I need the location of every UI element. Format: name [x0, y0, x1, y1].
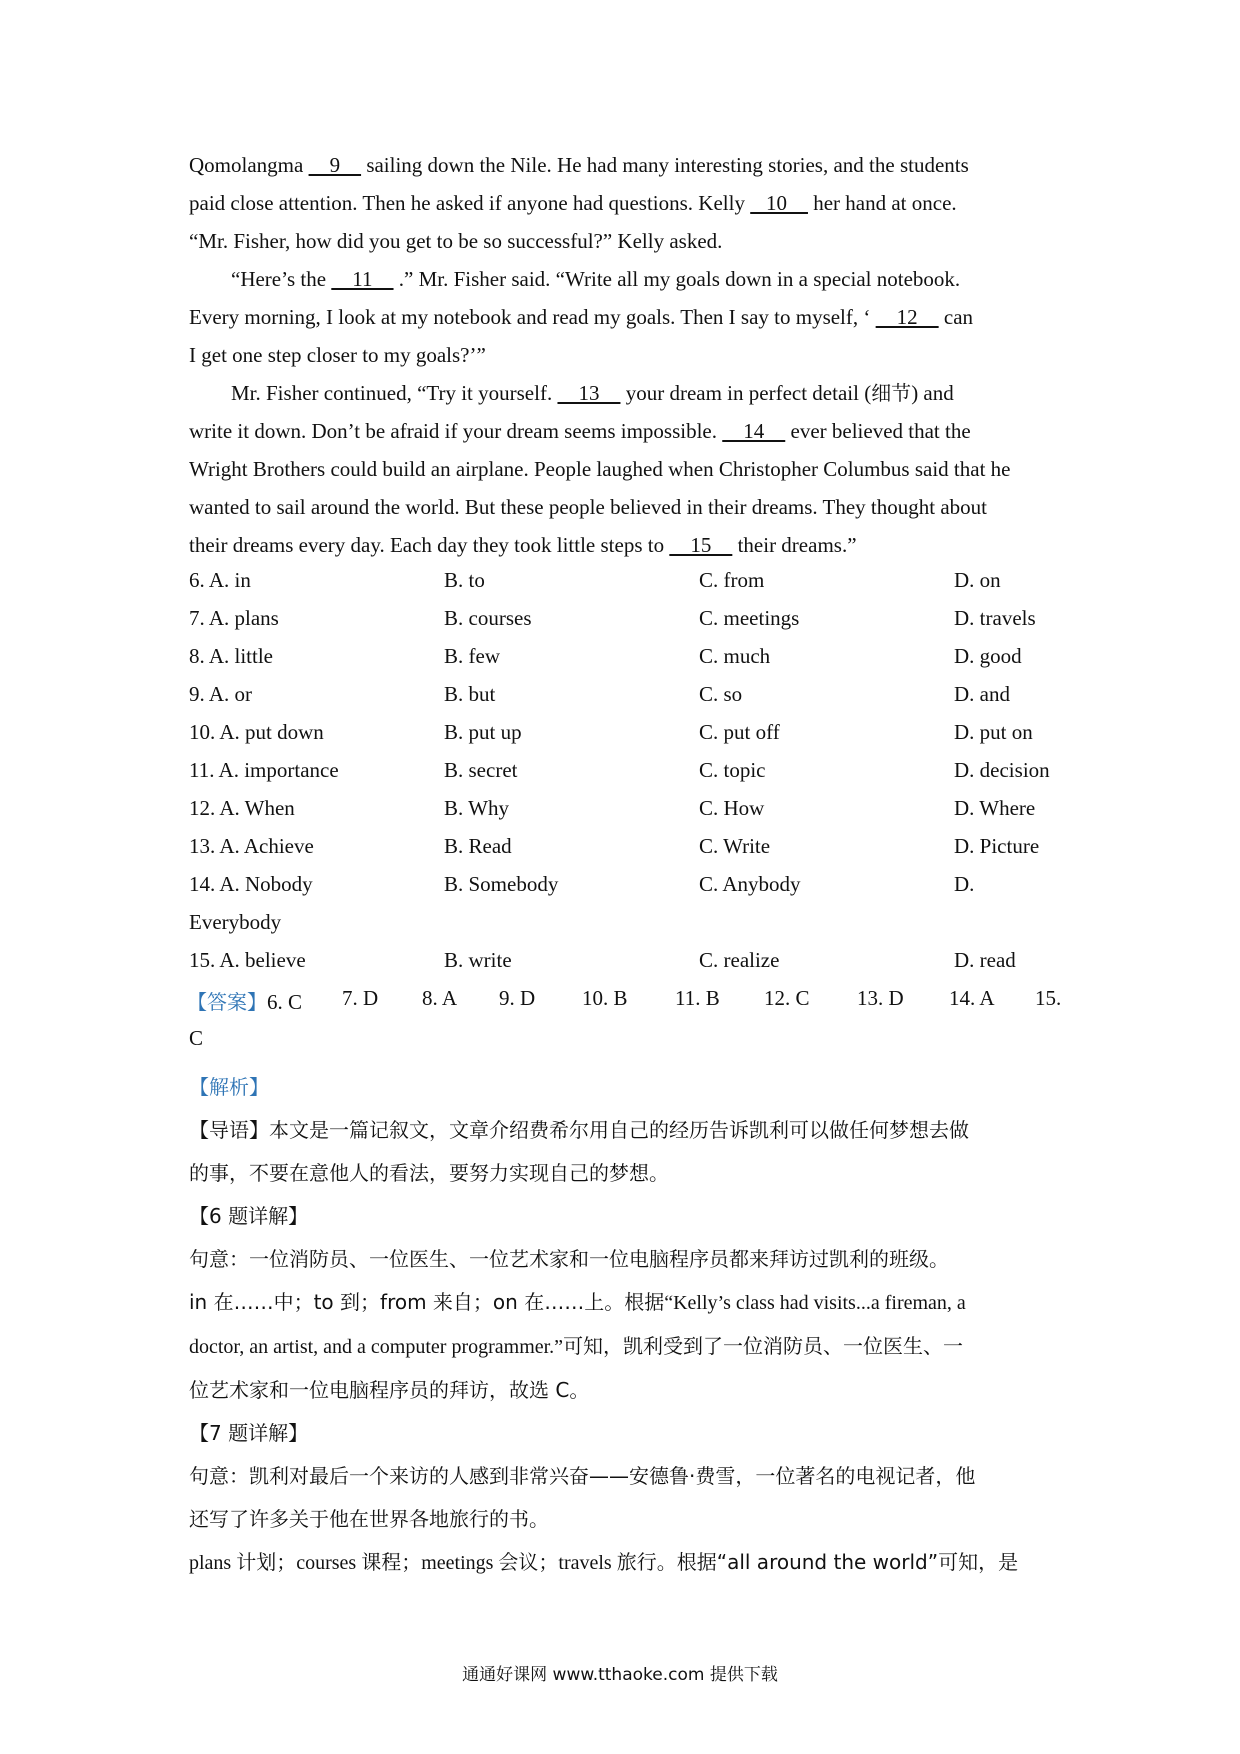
passage-line: “Here’s the 11 .” Mr. Fisher said. “Write all my goals down in a special notebook. — [231, 267, 961, 291]
passage-line: paid close attention. Then he asked if anyone had questions. Kelly 10 her hand at once. — [189, 191, 957, 215]
blank-10: 10 — [750, 191, 808, 215]
option-row: 14. A. Nobody B. Somebody C. Anybody D. — [189, 872, 975, 896]
option-row: Everybody — [189, 910, 282, 934]
passage-line: write it down. Don’t be afraid if your dream seems impossible. 14 ever believed that the — [189, 419, 971, 443]
option-row: 7. A. plans B. courses C. meetings D. travels — [189, 606, 1036, 630]
blank-13: 13 — [557, 381, 621, 405]
blank-12: 12 — [875, 305, 939, 329]
answer-key: 【答案】6. C 7. D 8. A 9. D 10. B 11. B 12. C 13. D 14. A 15. C — [187, 986, 1062, 1050]
passage-line: “Mr. Fisher, how did you get to be so successful?” Kelly asked. — [189, 229, 723, 253]
option-row: 13. A. Achieve B. Read C. Write D. Picture — [189, 834, 1040, 858]
blank-14: 14 — [722, 419, 786, 443]
option-row: 6. A. in B. to C. from D. on — [189, 568, 1001, 592]
answer-label: 【答案】 — [187, 990, 267, 1014]
analysis-heading: 【解析】 — [189, 1075, 269, 1099]
passage-line: Wright Brothers could build an airplane. People laughed when Christopher Columbus said that he — [189, 457, 1011, 481]
answer-options — [189, 568, 1069, 986]
option-row: 12. A. When B. Why C. How D. Where — [189, 796, 1036, 820]
blank-11: 11 — [331, 267, 394, 291]
option-row: 8. A. little B. few C. much D. good — [189, 644, 1022, 668]
option-row: 10. A. put down B. put up C. put off D. put on — [189, 720, 1033, 744]
q6-heading: 【6 题详解】 — [189, 1204, 309, 1228]
passage — [189, 146, 1055, 564]
option-row: 15. A. believe B. write C. realize D. read — [189, 948, 1016, 972]
option-row: 11. A. importance B. secret C. topic D. decision — [189, 758, 1050, 782]
analysis-section: 【解析】 【导语】本文是一篇记叙文，文章介绍费希尔用自己的经历告诉凯利可以做任何梦想去做 的事，不要在意他人的看法，要努力实现自己的梦想。 【6 题详解】 句意：一位消防员、一位医生、一位艺术家和一位电脑程序员都来拜访过凯利的班级。 in 在……中；to 到；from 来自；on 在……上。根据“Kelly’s class had visits...a fireman, a doctor, an artist, and a computer programmer.”可知，凯利受到了一位消防员、一位医生、一 位艺术家和一位电脑程序员的拜访，故选 C。 【7 题详解】 句意：凯利对最后一个来访的人感到非常兴奋——安德鲁·费雪，一位著名的电视记者，他 还写了许多关于他在世界各地旅行的书。 plans 计划；courses 课程；meetings 会议；travels 旅行。根据“all around the world”可知，是 — [189, 1066, 1055, 1585]
passage-line: Qomolangma 9 sailing down the Nile. He had many interesting stories, and the students — [189, 153, 969, 177]
passage-line: Mr. Fisher continued, “Try it yourself. 13 your dream in perfect detail (细节) and — [231, 381, 954, 405]
blank-15: 15 — [669, 533, 733, 557]
passage-line: wanted to sail around the world. But these people believed in their dreams. They thought about — [189, 495, 987, 519]
q7-heading: 【7 题详解】 — [189, 1421, 309, 1445]
blank-9: 9 — [308, 153, 362, 177]
page-footer: 通通好课网 www.tthaoke.com 提供下载 — [462, 1665, 778, 1685]
passage-line: their dreams every day. Each day they took little steps to 15 their dreams.” — [189, 533, 857, 557]
passage-line: Every morning, I look at my notebook and read my goals. Then I say to myself, ‘ 12 can — [189, 305, 974, 329]
passage-line: I get one step closer to my goals?’” — [189, 343, 486, 367]
option-row: 9. A. or B. but C. so D. and — [189, 682, 1010, 706]
